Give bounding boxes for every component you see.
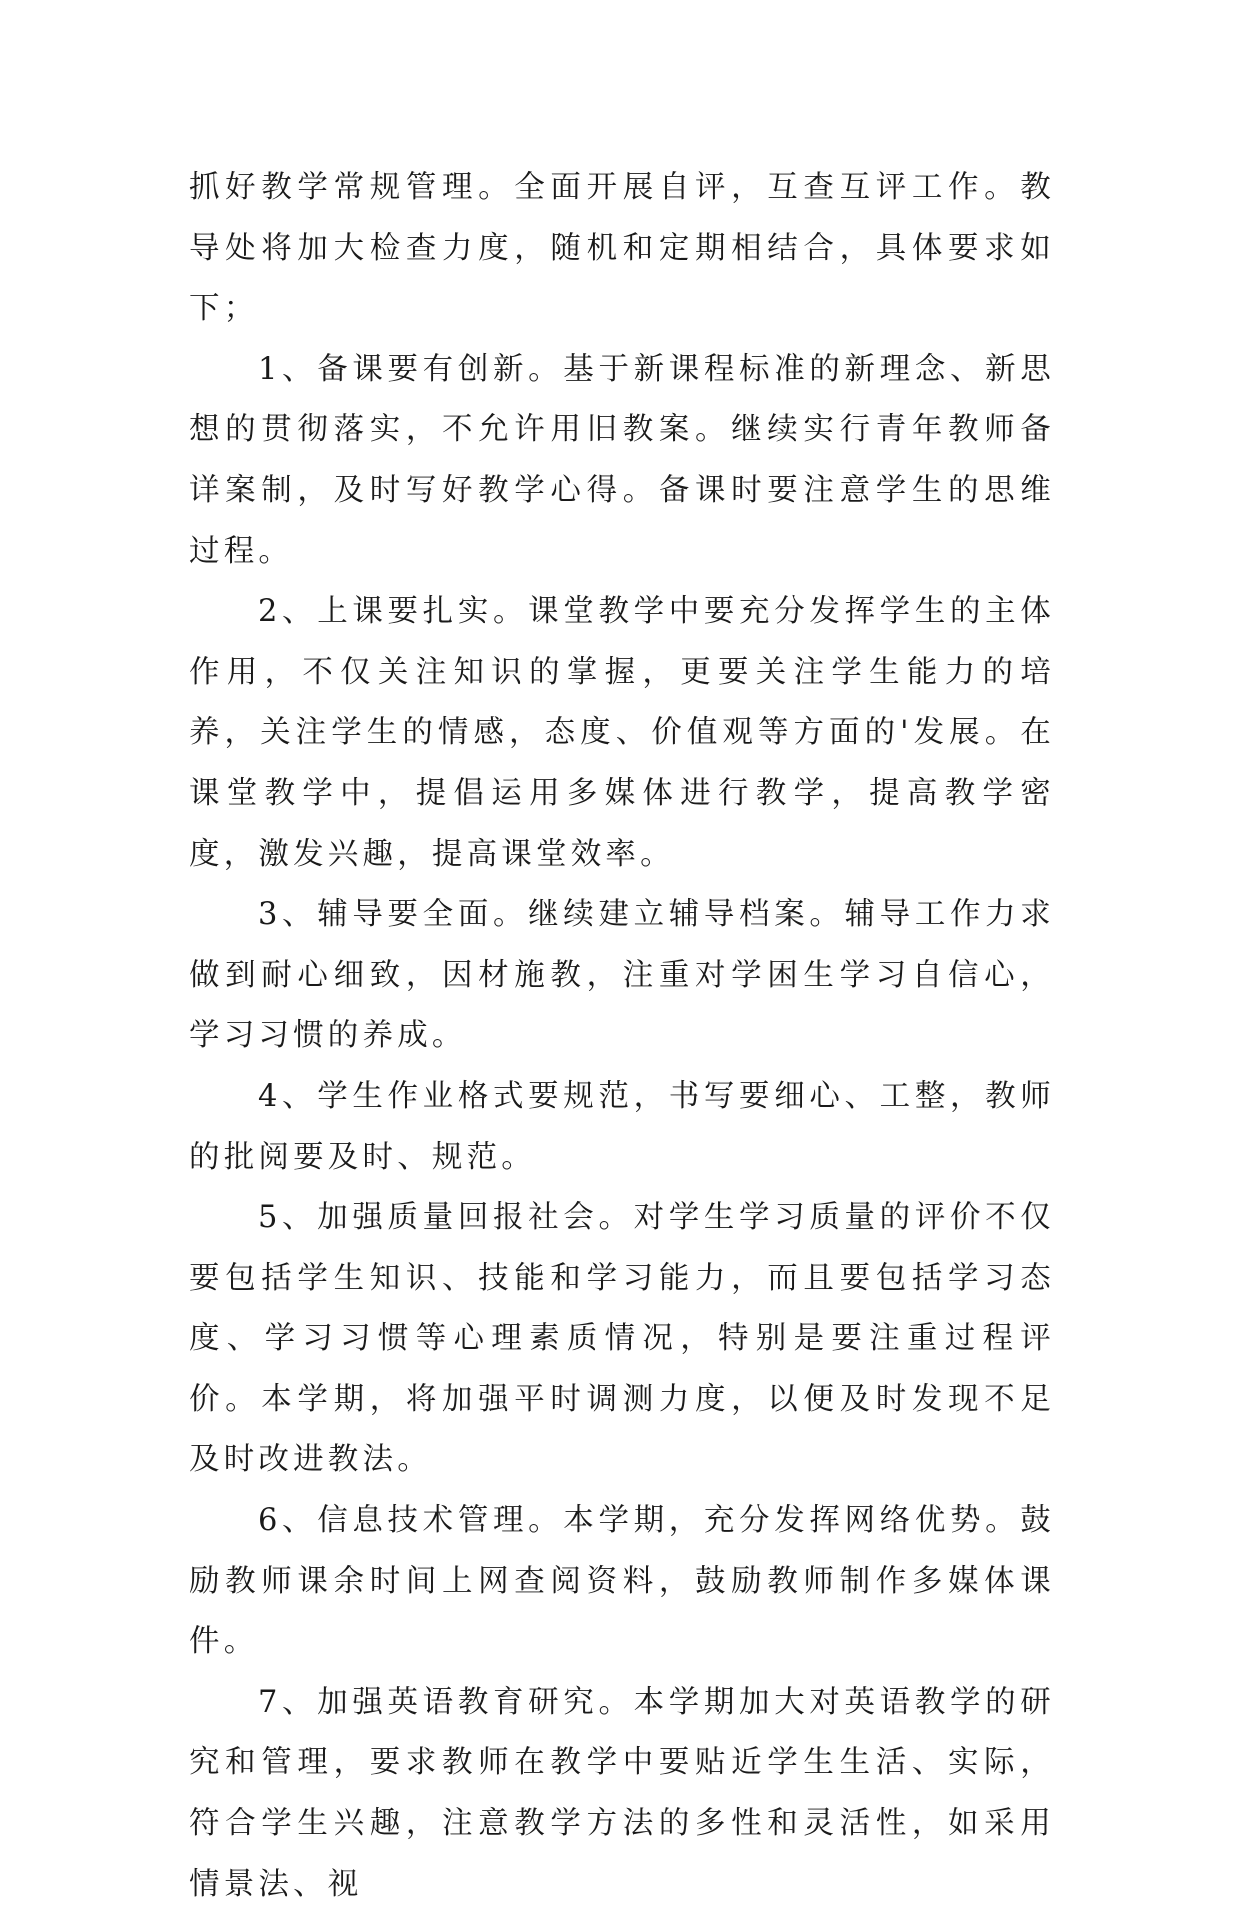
paragraph-item-1: 1、备课要有创新。基于新课程标准的新理念、新思想的贯彻落实，不允许用旧教案。继续实行青年教师备详案制，及时写好教学心得。备课时要注意学生的思维过程。 — [189, 351, 1055, 569]
paragraph-item-4: 4、学生作业格式要规范，书写要细心、工整，教师的批阅要及时、规范。 — [189, 1078, 1055, 1175]
paragraph-item-5: 5、加强质量回报社会。对学生学习质量的评价不仅要包括学生知识、技能和学习能力，而且要包括学习态度、学习习惯等心理素质情况，特别是要注重过程评价。本学期，将加强平时调测力度，以便及时发现不足及时改进教法。 — [189, 1200, 1055, 1478]
paragraph-intro: 抓好教学常规管理。全面开展自评，互查互评工作。教导处将加大检查力度，随机和定期相结合，具体要求如下； — [189, 170, 1055, 327]
document-body — [189, 158, 1055, 1915]
paragraph-item-3: 3、辅导要全面。继续建立辅导档案。辅导工作力求做到耐心细致，因材施教，注重对学困生学习自信心，学习习惯的养成。 — [189, 897, 1055, 1054]
paragraph-item-6: 6、信息技术管理。本学期，充分发挥网络优势。鼓励教师课余时间上网查阅资料，鼓励教师制作多媒体课件。 — [189, 1503, 1055, 1660]
paragraph-item-7: 7、加强英语教育研究。本学期加大对英语教学的研究和管理，要求教师在教学中要贴近学生生活、实际，符合学生兴趣，注意教学方法的多性和灵活性，如采用情景法、视 — [189, 1684, 1055, 1902]
paragraph-item-2: 2、上课要扎实。课堂教学中要充分发挥学生的主体作用，不仅关注知识的掌握，更要关注学生能力的培养，关注学生的情感，态度、价值观等方面的'发展。在课堂教学中，提倡运用多媒体进行教学，提高教学密度，激发兴趣，提高课堂效率。 — [189, 594, 1055, 872]
